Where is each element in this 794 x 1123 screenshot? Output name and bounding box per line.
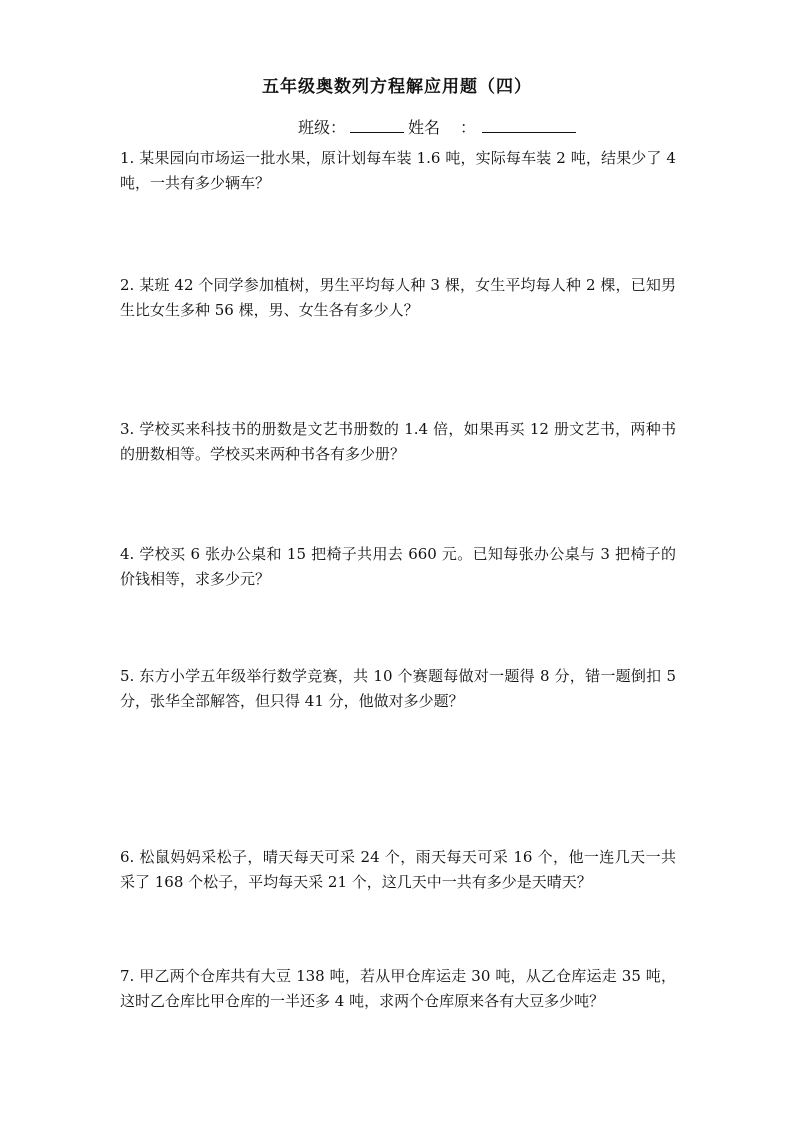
question-number: 5. [120, 667, 135, 685]
page-title: 五年级奥数列方程解应用题（四） [262, 77, 532, 97]
question-number: 6. [120, 848, 135, 866]
question-number: 3. [120, 420, 135, 438]
question-4 [120, 542, 676, 592]
question-3 [120, 417, 676, 467]
question-text: 甲乙两个仓库共有大豆 138 吨，若从甲仓库运走 30 吨，从乙仓库运走 35 吨，这时乙仓库比甲仓库的一半还多 4 吨，求两个仓库原来各有大豆多少吨？ [120, 967, 676, 1010]
question-text: 学校买 6 张办公桌和 15 把椅子共用去 660 元。已知每张办公桌与 3 把椅子的价钱相等，求多少元？ [120, 545, 676, 588]
question-number: 4. [120, 545, 135, 563]
question-text: 东方小学五年级举行数学竞赛，共 10 个赛题每做对一题得 8 分，错一题倒扣 5 分，张华全部解答，但只得 41 分，他做对多少题？ [120, 667, 676, 710]
question-2 [120, 273, 676, 323]
question-number: 7. [120, 967, 135, 985]
question-6 [120, 845, 676, 895]
question-7 [120, 964, 676, 1014]
name-colon: ： [460, 118, 477, 137]
name-blank [482, 118, 576, 133]
question-text: 学校买来科技书的册数是文艺书册数的 1.4 倍，如果再买 12 册文艺书，两种书的册数相等。学校买来两种书各有多少册？ [120, 420, 676, 463]
question-text: 某果园向市场运一批水果，原计划每车装 1.6 吨，实际每车装 2 吨，结果少了 4 吨，一共有多少辆车？ [120, 149, 676, 192]
class-label: 班级： [297, 118, 346, 137]
question-text: 松鼠妈妈采松子，晴天每天可采 24 个，雨天每天可采 16 个，他一连几天一共采了 168 个松子，平均每天采 21 个，这几天中一共有多少是天晴天？ [120, 848, 676, 891]
question-number: 1. [120, 149, 135, 167]
question-5 [120, 664, 676, 714]
student-info-line [0, 115, 794, 138]
name-label: 姓名 [407, 118, 440, 137]
question-number: 2. [120, 276, 135, 294]
question-1 [120, 146, 676, 196]
class-blank [350, 118, 404, 133]
question-text: 某班 42 个同学参加植树，男生平均每人种 3 棵，女生平均每人种 2 棵，已知男生比女生多种 56 棵，男、女生各有多少人？ [120, 276, 676, 319]
